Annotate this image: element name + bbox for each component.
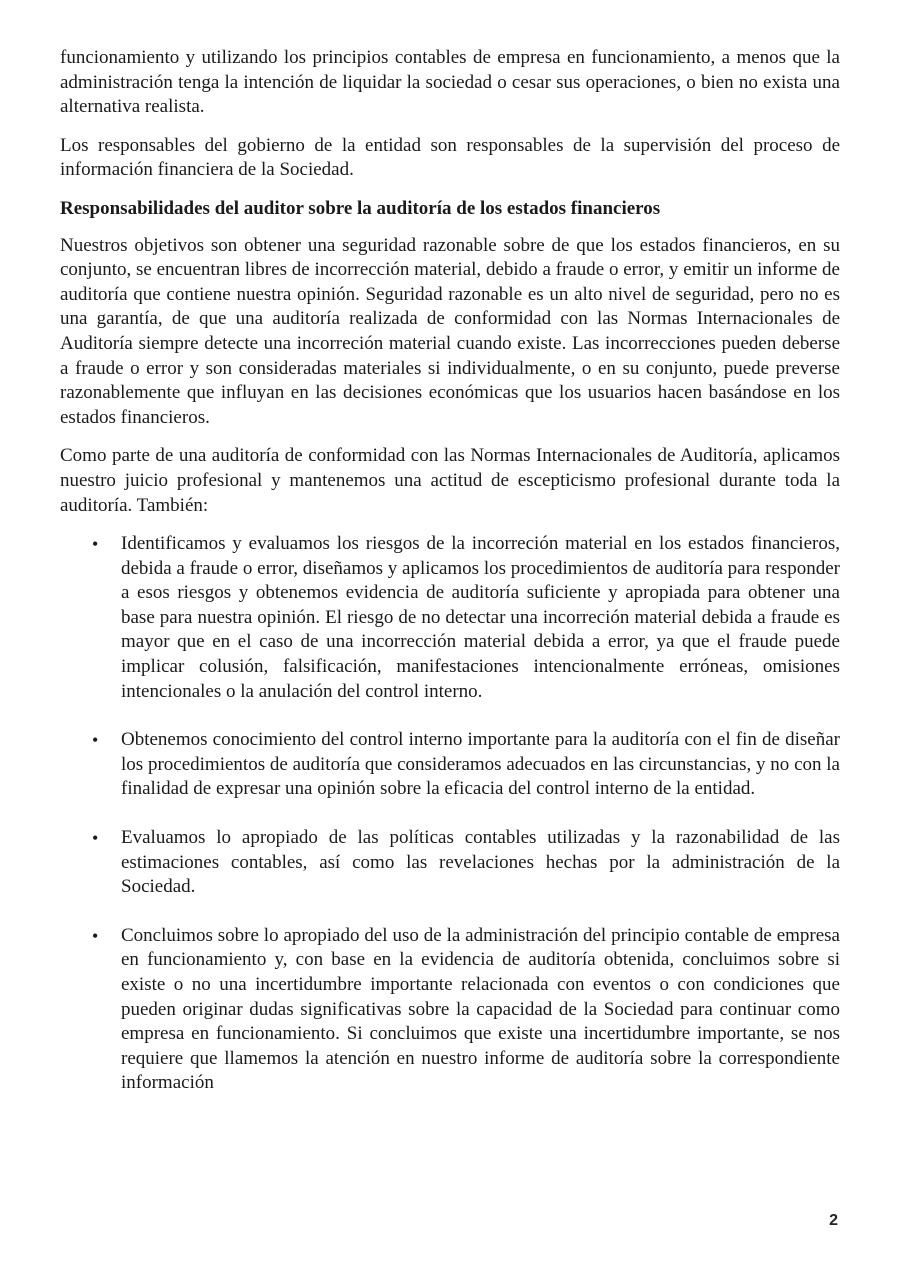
bullet-icon: • <box>92 925 99 946</box>
list-item <box>60 924 840 1096</box>
section-heading: Responsabilidades del auditor sobre la auditoría de los estados financieros <box>60 197 661 219</box>
governance-paragraph: Los responsables del gobierno de la entidad son responsables de la supervisión del proceso de información financiera de la Sociedad. <box>60 134 840 181</box>
bullet-text: Obtenemos conocimiento del control interno importante para la auditoría con el fin de diseñar los procedimientos de auditoría que consideramos adecuados en las circunstancias, y no con la finalidad de expresar una opinión sobre la eficacia del control interno de la entidad. <box>121 729 840 800</box>
bullet-text: Identificamos y evaluamos los riesgos de la incorreción material en los estados financieros, debida a fraude o error, diseñamos y aplicamos los procedimientos de auditoría para responder a esos riesgos y obtenemos evidencia de auditoría suficiente y apropiada para obtener una base para nuestra opinión. El riesgo de no detectar una incorreción material debida a fraude es mayor que en el caso de una incorrección material debida a error, ya que el fraude puede implicar colusión, falsificación, manifestaciones intencionalmente erróneas, omisiones intencionales o la anulación del control interno. <box>121 533 840 702</box>
objectives-paragraph: Nuestros objetivos son obtener una seguridad razonable sobre de que los estados financieros, en su conjunto, se encuentran libres de incorrección material, debido a fraude o error, y emitir un informe de auditoría que contiene nuestra opinión. Seguridad razonable es un alto nivel de seguridad, pero no es una garantía, de que una auditoría realizada de conformidad con las Normas Internacionales de Auditoría siempre detecte una incorreción material cuando existe. Las incorrecciones pueden deberse a fraude o error y son consideradas materiales si individualmente, o en su conjunto, puede preverse razonablemente que influyan en las decisiones económicas que los usuarios hacen basándose en los estados financieros. <box>60 234 840 428</box>
list-item <box>60 728 840 802</box>
bullet-icon: • <box>92 534 99 555</box>
list-item <box>60 532 840 704</box>
bullet-icon: • <box>92 730 99 751</box>
bullet-icon: • <box>92 828 99 849</box>
bullet-text: Evaluamos lo apropiado de las políticas contables utilizadas y la razonabilidad de las estimaciones contables, así como las revelaciones hechas por la administración de la Sociedad. <box>121 827 840 898</box>
procedures-bullet-list <box>60 532 840 1096</box>
page-number: 2 <box>829 1212 838 1229</box>
intro-continuation-paragraph: funcionamiento y utilizando los principios contables de empresa en funcionamiento, a menos que la administración tenga la intención de liquidar la sociedad o cesar sus operaciones, o bien no exista una alternativa realista. <box>60 47 840 118</box>
list-item <box>60 826 840 900</box>
judgment-paragraph: Como parte de una auditoría de conformidad con las Normas Internacionales de Auditoría, aplicamos nuestro juicio profesional y mantenemos una actitud de escepticismo profesional durante toda la auditoría. También: <box>60 445 840 516</box>
bullet-text: Concluimos sobre lo apropiado del uso de la administración del principio contable de empresa en funcionamiento y, con base en la evidencia de auditoría obtenida, concluimos sobre si existe o no una incertidumbre importante relacionada con eventos o con condiciones que pueden originar dudas significativas sobre la capacidad de la Sociedad para continuar como empresa en funcionamiento. Si concluimos que existe una incertidumbre importante, se nos requiere que llamemos la atención en nuestro informe de auditoría sobre la correspondiente información <box>121 924 840 1094</box>
document-body <box>60 46 840 1120</box>
